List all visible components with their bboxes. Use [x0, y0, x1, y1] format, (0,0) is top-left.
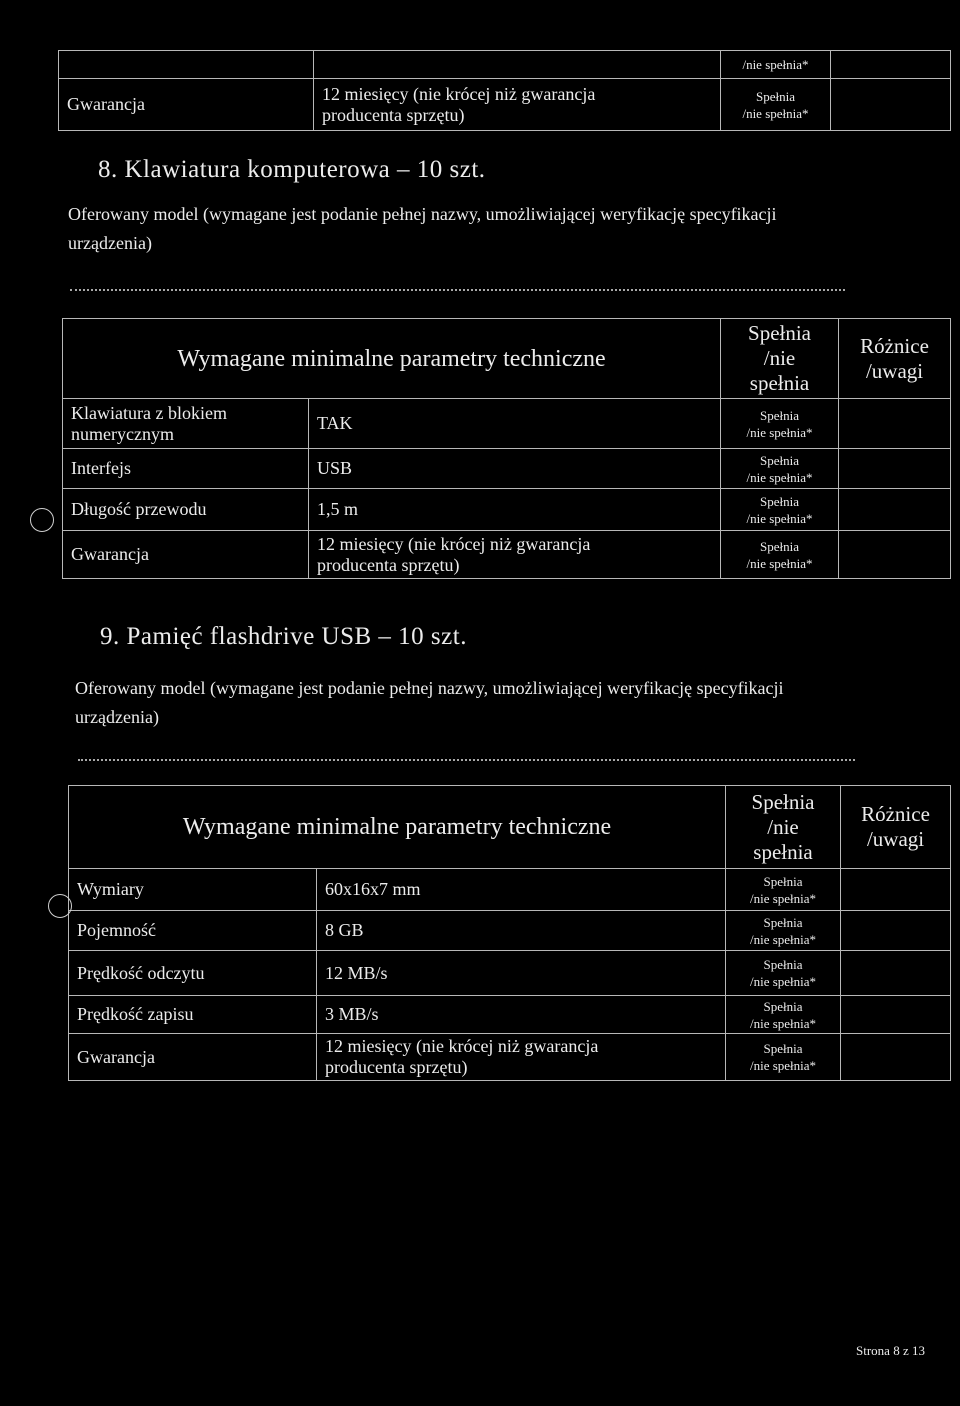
compliance-cell: Spełnia /nie spełnia* [726, 951, 841, 996]
continued-spec-table [58, 50, 951, 131]
param-cell: Prędkość odczytu [69, 951, 317, 996]
param-cell: Klawiatura z blokiem numerycznym [63, 399, 309, 449]
table-row [63, 449, 951, 489]
value-cell: 12 miesięcy (nie krócej niż gwarancja producenta sprzętu) [309, 531, 721, 579]
remarks-cell [831, 51, 951, 79]
compliance-cell: Spełnia /nie spełnia* [726, 1034, 841, 1081]
compliance-cell: Spełnia /nie spełnia* [726, 911, 841, 951]
section-8-offer-text: Oferowany model (wymagane jest podanie pełnej nazwy, umożliwiającej weryfikację specyfikacji urządzenia) [68, 204, 777, 253]
section-9-heading: 9. Pamięć flashdrive USB – 10 szt. [100, 623, 467, 650]
param-cell: Długość przewodu [63, 489, 309, 531]
compliance-cell: Spełnia /nie spełnia* [721, 489, 839, 531]
compliance-cell: Spełnia /nie spełnia* [721, 399, 839, 449]
table-row [69, 951, 951, 996]
compliance-cell: /nie spełnia* [721, 51, 831, 79]
table-row [69, 996, 951, 1034]
param-cell [59, 51, 314, 79]
compliance-cell: Spełnia /nie spełnia* [721, 79, 831, 131]
section-9-spec-table [68, 785, 951, 1081]
table-row [63, 531, 951, 579]
value-cell: 1,5 m [309, 489, 721, 531]
remarks-cell [839, 531, 951, 579]
table-row [63, 489, 951, 531]
remarks-cell [841, 1034, 951, 1081]
section-8-heading: 8. Klawiatura komputerowa – 10 szt. [98, 156, 486, 183]
table-header-row [69, 786, 951, 869]
param-cell: Prędkość zapisu [69, 996, 317, 1034]
value-cell: 60x16x7 mm [317, 869, 726, 911]
value-cell [314, 51, 721, 79]
compliance-cell: Spełnia /nie spełnia* [726, 869, 841, 911]
param-cell: Gwarancja [59, 79, 314, 131]
section-8-fill-line [70, 289, 845, 291]
param-cell: Pojemność [69, 911, 317, 951]
value-cell: 8 GB [317, 911, 726, 951]
header-requirements: Wymagane minimalne parametry techniczne [63, 319, 721, 399]
remarks-cell [841, 911, 951, 951]
remarks-cell [841, 951, 951, 996]
header-remarks: Różnice /uwagi [839, 319, 951, 399]
param-cell: Gwarancja [69, 1034, 317, 1081]
table-row [69, 911, 951, 951]
value-cell: USB [309, 449, 721, 489]
value-cell: 12 miesięcy (nie krócej niż gwarancja producenta sprzętu) [317, 1034, 726, 1081]
compliance-cell: Spełnia /nie spełnia* [721, 531, 839, 579]
value-cell: 3 MB/s [317, 996, 726, 1034]
header-requirements: Wymagane minimalne parametry techniczne [69, 786, 726, 869]
compliance-cell: Spełnia /nie spełnia* [726, 996, 841, 1034]
header-compliance: Spełnia /nie spełnia [726, 786, 841, 869]
remarks-cell [841, 869, 951, 911]
param-cell: Gwarancja [63, 531, 309, 579]
remarks-cell [831, 79, 951, 131]
section-9-fill-line [78, 759, 855, 761]
remarks-cell [839, 449, 951, 489]
table-row [63, 399, 951, 449]
param-cell: Wymiary [69, 869, 317, 911]
section-9-offer-text: Oferowany model (wymagane jest podanie pełnej nazwy, umożliwiającej weryfikację specyfikacji urządzenia) [75, 678, 784, 727]
page-number: Strona 8 z 13 [856, 1343, 925, 1358]
remarks-cell [839, 489, 951, 531]
punch-hole-mark [48, 894, 72, 918]
remarks-cell [841, 996, 951, 1034]
header-remarks: Różnice /uwagi [841, 786, 951, 869]
table-row [59, 79, 951, 131]
table-row [69, 1034, 951, 1081]
table-row [59, 51, 951, 79]
value-cell: TAK [309, 399, 721, 449]
header-compliance: Spełnia /nie spełnia [721, 319, 839, 399]
remarks-cell [839, 399, 951, 449]
param-cell: Interfejs [63, 449, 309, 489]
compliance-cell: Spełnia /nie spełnia* [721, 449, 839, 489]
table-header-row [63, 319, 951, 399]
punch-hole-mark [30, 508, 54, 532]
value-cell: 12 MB/s [317, 951, 726, 996]
value-cell: 12 miesięcy (nie krócej niż gwarancja producenta sprzętu) [314, 79, 721, 131]
section-8-spec-table [62, 318, 951, 579]
table-row [69, 869, 951, 911]
